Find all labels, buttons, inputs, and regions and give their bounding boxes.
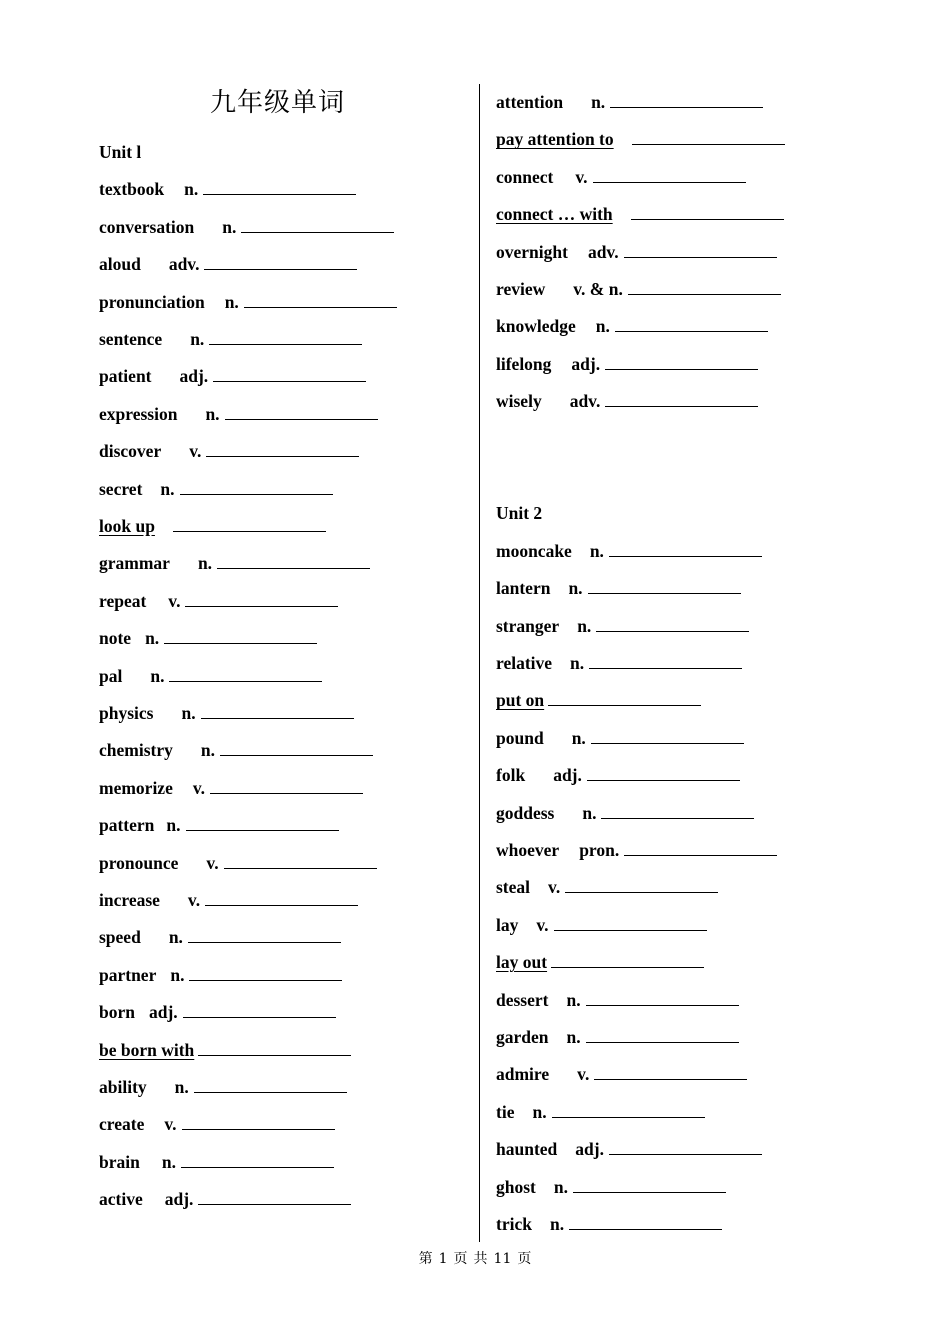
part-of-speech: v. — [192, 777, 206, 798]
phrase-text: connect … with — [496, 204, 613, 225]
answer-blank-line — [594, 1063, 747, 1080]
vocab-entry — [99, 440, 359, 462]
vocab-entry — [496, 652, 742, 674]
word-text: whoever — [496, 840, 560, 860]
answer-blank-line — [198, 1188, 351, 1205]
word-text: tie — [496, 1101, 515, 1122]
answer-blank-line — [224, 852, 377, 869]
vocab-entry — [496, 166, 746, 188]
part-of-speech: n. — [200, 740, 215, 761]
answer-blank-line — [186, 814, 339, 831]
answer-blank-line — [204, 253, 357, 270]
vocab-entry — [496, 839, 777, 861]
vocab-phrase-entry — [496, 203, 784, 225]
part-of-speech: adj. — [164, 1189, 194, 1210]
word-text: admire — [496, 1064, 550, 1085]
page-footer — [0, 1248, 950, 1268]
vocab-entry — [99, 253, 357, 275]
part-of-speech: adj. — [179, 366, 209, 387]
vocab-entry — [496, 989, 739, 1011]
word-text: overnight — [496, 241, 568, 262]
answer-blank-line — [203, 178, 356, 195]
phrase-text: put on — [496, 690, 545, 711]
part-of-speech: adj. — [553, 765, 582, 786]
footer-ye2: 页 — [517, 1251, 532, 1267]
vocab-entry — [496, 876, 718, 898]
part-of-speech: n. — [205, 403, 220, 424]
answer-blank-line — [183, 1001, 336, 1018]
word-text: physics — [99, 703, 154, 723]
vocab-entry — [99, 178, 356, 200]
page-title: 九年级单词 — [210, 88, 346, 118]
word-text: textbook — [99, 179, 165, 200]
part-of-speech: n. — [582, 802, 597, 823]
word-text: trick — [496, 1214, 532, 1234]
part-of-speech: v. — [575, 166, 588, 187]
part-of-speech: n. — [571, 727, 586, 748]
answer-blank-line — [220, 739, 373, 756]
part-of-speech: n. — [174, 1077, 189, 1097]
part-of-speech: n. — [166, 815, 181, 836]
word-text: active — [99, 1189, 143, 1210]
answer-blank-line — [605, 353, 758, 370]
word-text: lantern — [496, 578, 551, 599]
part-of-speech: adj. — [571, 353, 601, 374]
word-text: knowledge — [496, 316, 576, 337]
word-text: patient — [99, 366, 152, 387]
part-of-speech: adv. — [168, 254, 200, 275]
answer-blank-line — [213, 365, 366, 382]
vocab-entry — [99, 365, 366, 387]
word-text: wisely — [496, 391, 542, 412]
answer-blank-line — [591, 727, 744, 744]
part-of-speech: n. — [570, 653, 585, 673]
part-of-speech: n. — [591, 92, 606, 112]
column-divider — [479, 84, 480, 1242]
answer-blank-line — [593, 166, 746, 183]
part-of-speech: adv. — [587, 241, 619, 262]
word-text: increase — [99, 890, 160, 910]
answer-blank-line — [188, 926, 341, 943]
phrase-text: pay attention to — [496, 129, 614, 150]
word-text: pound — [496, 727, 544, 748]
answer-blank-line — [586, 1026, 739, 1043]
part-of-speech: v. — [164, 1114, 177, 1135]
part-of-speech: n. — [595, 316, 610, 337]
footer-total-pages: 11 — [493, 1251, 512, 1267]
answer-blank-line — [631, 203, 784, 220]
answer-blank-line — [586, 989, 739, 1006]
word-text: expression — [99, 403, 178, 424]
part-of-speech: adj. — [148, 1002, 178, 1023]
answer-blank-line — [624, 839, 777, 856]
part-of-speech: n. — [184, 179, 199, 200]
part-of-speech: n. — [589, 540, 604, 561]
answer-blank-line — [205, 889, 358, 906]
footer-di: 第 — [418, 1251, 433, 1267]
vocab-entry — [99, 889, 358, 911]
part-of-speech: v. — [536, 914, 549, 935]
vocab-entry — [99, 926, 341, 948]
word-text: steal — [496, 877, 531, 898]
word-text: review — [496, 279, 546, 299]
unit-heading — [496, 502, 542, 524]
part-of-speech: n. — [568, 578, 583, 599]
answer-blank-line — [587, 764, 740, 781]
vocab-entry — [496, 390, 758, 412]
part-of-speech: n. — [224, 291, 239, 312]
vocab-entry — [99, 665, 322, 687]
vocab-entry — [99, 216, 394, 238]
part-of-speech: n. — [145, 628, 160, 649]
answer-blank-line — [209, 328, 362, 345]
vocab-entry — [496, 615, 749, 637]
answer-blank-line — [169, 665, 322, 682]
vocab-entry — [99, 627, 317, 649]
vocab-entry — [496, 764, 740, 786]
phrase-text: lay out — [496, 952, 548, 973]
vocab-entry — [496, 1026, 739, 1048]
word-text: attention — [496, 92, 564, 112]
word-text: ability — [99, 1077, 147, 1097]
word-text: mooncake — [496, 540, 572, 561]
phrase-text: look up — [99, 516, 155, 536]
vocab-entry — [99, 852, 377, 874]
footer-ye: 页 — [453, 1251, 468, 1267]
answer-blank-line — [241, 216, 394, 233]
vocab-entry — [99, 1188, 351, 1210]
word-text: born — [99, 1002, 135, 1023]
unit-heading-label: Unit 2 — [496, 503, 543, 524]
answer-blank-line — [601, 802, 754, 819]
vocab-phrase-entry — [496, 689, 701, 711]
word-text: garden — [496, 1027, 549, 1047]
answer-blank-line — [548, 689, 701, 706]
word-text: partner — [99, 964, 157, 985]
vocab-entry — [99, 590, 338, 612]
vocab-entry — [496, 278, 781, 300]
answer-blank-line — [164, 627, 317, 644]
word-text: repeat — [99, 590, 147, 611]
word-text: pronunciation — [99, 291, 205, 312]
answer-blank-line — [225, 403, 378, 420]
vocab-entry — [496, 577, 741, 599]
part-of-speech: v. — [189, 441, 202, 462]
part-of-speech: v. — [577, 1064, 590, 1085]
part-of-speech: adv. — [569, 391, 601, 412]
vocab-entry — [99, 291, 397, 313]
vocab-phrase-entry — [496, 951, 704, 973]
vocab-entry — [496, 1138, 762, 1160]
part-of-speech: n. — [190, 329, 205, 349]
part-of-speech: pron. — [579, 840, 620, 860]
vocab-entry — [99, 403, 378, 425]
part-of-speech: n. — [160, 478, 175, 499]
answer-blank-line — [605, 390, 758, 407]
part-of-speech: n. — [197, 553, 213, 574]
part-of-speech: n. — [549, 1214, 565, 1234]
answer-blank-line — [181, 1151, 334, 1168]
vocab-entry — [99, 739, 373, 761]
vocab-entry — [99, 552, 370, 574]
word-text: conversation — [99, 216, 195, 237]
vocab-entry — [496, 727, 744, 749]
word-text: dessert — [496, 989, 549, 1010]
part-of-speech: adj. — [575, 1139, 604, 1160]
word-text: pattern — [99, 815, 155, 836]
answer-blank-line — [573, 1176, 726, 1193]
vocab-entry — [496, 802, 754, 824]
word-text: secret — [99, 478, 143, 499]
word-text: stranger — [496, 615, 560, 636]
part-of-speech: v. — [548, 877, 561, 898]
vocab-entry — [496, 1063, 747, 1085]
answer-blank-line — [180, 478, 333, 495]
vocab-entry — [99, 328, 362, 350]
answer-blank-line — [588, 577, 741, 594]
answer-blank-line — [182, 1113, 335, 1130]
vocab-entry — [496, 241, 777, 263]
vocab-entry — [99, 478, 333, 500]
unit-heading — [99, 141, 141, 163]
part-of-speech: n. — [553, 1176, 568, 1197]
part-of-speech: n. — [532, 1101, 547, 1122]
word-text: sentence — [99, 329, 163, 349]
answer-blank-line — [554, 914, 707, 931]
answer-blank-line — [206, 440, 359, 457]
part-of-speech: n. — [161, 1151, 176, 1172]
part-of-speech: n. — [566, 989, 581, 1010]
answer-blank-line — [244, 291, 397, 308]
answer-blank-line — [628, 278, 781, 295]
answer-blank-line — [551, 951, 704, 968]
vocab-entry — [99, 1076, 347, 1098]
word-text: speed — [99, 927, 141, 948]
answer-blank-line — [189, 964, 342, 981]
word-text: grammar — [99, 553, 170, 574]
word-text: goddess — [496, 802, 555, 823]
vocab-entry — [99, 702, 354, 724]
part-of-speech: v. — [187, 890, 201, 910]
answer-blank-line — [194, 1076, 347, 1093]
answer-blank-line — [624, 241, 777, 258]
part-of-speech: n. — [150, 665, 165, 686]
answer-blank-line — [552, 1101, 705, 1118]
vocab-entry — [99, 1001, 336, 1023]
phrase-text: be born with — [99, 1039, 195, 1060]
answer-blank-line — [198, 1039, 351, 1056]
part-of-speech: v. — [168, 590, 181, 611]
answer-blank-line — [569, 1213, 722, 1230]
answer-blank-line — [596, 615, 749, 632]
part-of-speech: n. — [566, 1027, 581, 1047]
answer-blank-line — [589, 652, 742, 669]
word-text: chemistry — [99, 740, 173, 761]
answer-blank-line — [173, 515, 326, 532]
vocab-entry — [496, 1101, 705, 1123]
answer-blank-line — [609, 540, 762, 557]
vocab-entry — [496, 1176, 726, 1198]
word-text: brain — [99, 1151, 140, 1172]
part-of-speech: n. — [222, 216, 237, 237]
footer-page-number: 1 — [438, 1251, 448, 1267]
word-text: discover — [99, 441, 162, 462]
vocab-entry — [99, 777, 363, 799]
word-text: pronounce — [99, 852, 179, 873]
part-of-speech: n. — [170, 964, 185, 985]
word-text: haunted — [496, 1139, 558, 1160]
vocab-phrase-entry — [99, 515, 326, 537]
footer-gong: 共 — [473, 1251, 488, 1267]
part-of-speech: v. & n. — [573, 279, 623, 299]
vocab-entry — [496, 315, 768, 337]
word-text: ghost — [496, 1176, 536, 1197]
part-of-speech: v. — [206, 852, 219, 873]
vocab-entry — [99, 814, 339, 836]
vocab-phrase-entry — [496, 128, 785, 150]
answer-blank-line — [610, 91, 763, 108]
word-text: aloud — [99, 254, 141, 275]
answer-blank-line — [217, 552, 370, 569]
vocab-entry — [496, 1213, 722, 1235]
answer-blank-line — [615, 315, 768, 332]
unit-heading-label: Unit l — [99, 142, 142, 162]
word-text: lay — [496, 914, 519, 935]
part-of-speech: n. — [181, 703, 196, 723]
word-text: relative — [496, 653, 553, 673]
part-of-speech: n. — [168, 927, 183, 948]
vocab-entry — [99, 1151, 334, 1173]
word-text: lifelong — [496, 353, 552, 374]
vocab-entry — [99, 964, 342, 986]
word-text: memorize — [99, 777, 173, 798]
answer-blank-line — [201, 702, 354, 719]
answer-blank-line — [632, 128, 785, 145]
word-text: folk — [496, 765, 526, 786]
vocab-entry — [496, 91, 763, 113]
vocab-entry — [496, 540, 762, 562]
vocab-phrase-entry — [99, 1039, 351, 1061]
vocab-entry — [496, 353, 758, 375]
word-text: pal — [99, 665, 123, 686]
answer-blank-line — [609, 1138, 762, 1155]
vocab-entry — [496, 914, 707, 936]
vocab-entry — [99, 1113, 335, 1135]
answer-blank-line — [565, 876, 718, 893]
word-text: note — [99, 628, 132, 649]
word-text: connect — [496, 166, 554, 187]
part-of-speech: n. — [577, 615, 592, 636]
word-text: create — [99, 1114, 145, 1135]
answer-blank-line — [185, 590, 338, 607]
answer-blank-line — [210, 777, 363, 794]
